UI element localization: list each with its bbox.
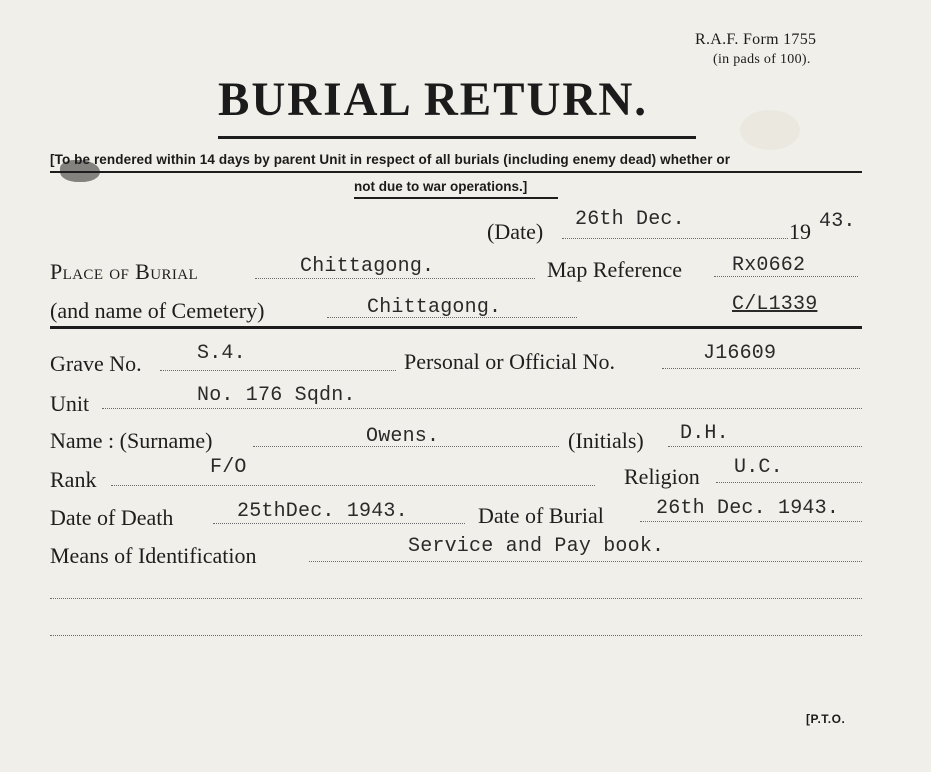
initials-label: (Initials) xyxy=(568,428,644,453)
date-of-burial-dotline xyxy=(640,521,862,522)
date-of-burial-value: 26th Dec. 1943. xyxy=(656,497,840,520)
grave-no-label: Grave No. xyxy=(50,351,142,376)
date-of-death-label: Date of Death xyxy=(50,505,174,530)
religion-label: Religion xyxy=(624,464,700,489)
form-pads-note: (in pads of 100). xyxy=(713,52,811,67)
date-year-suffix: 43. xyxy=(819,210,856,233)
title-underline xyxy=(218,136,696,139)
means-of-identification-dotline xyxy=(309,561,862,562)
unit-value: No. 176 Sqdn. xyxy=(197,384,356,407)
place-of-burial-dotline xyxy=(255,278,535,279)
blank-dotline-1 xyxy=(50,598,862,599)
rank-label: Rank xyxy=(50,467,97,492)
grave-no-dotline xyxy=(160,370,396,371)
place-of-burial-value: Chittagong. xyxy=(300,255,435,278)
initials-value: D.H. xyxy=(680,422,729,445)
date-of-burial-label: Date of Burial xyxy=(478,503,604,528)
page-title: BURIAL RETURN. xyxy=(218,73,648,126)
means-of-identification-label: Means of Identification xyxy=(50,543,257,568)
instruction-underline-2 xyxy=(354,197,558,199)
cemetery-value: Chittagong. xyxy=(367,296,502,319)
religion-value: U.C. xyxy=(734,456,783,479)
personal-no-value: J16609 xyxy=(703,342,777,365)
date-dotline xyxy=(562,238,788,239)
paper-stain xyxy=(740,110,800,150)
instruction-line-2: not due to war operations.] xyxy=(354,179,528,194)
pto-note: [P.T.O. xyxy=(806,712,846,726)
rank-value: F/O xyxy=(210,456,247,479)
unit-dotline xyxy=(102,408,862,409)
map-reference-label: Map Reference xyxy=(547,257,682,282)
form-id: R.A.F. Form 1755 xyxy=(695,31,817,48)
rank-dotline xyxy=(111,485,595,486)
place-of-burial-label: Place of Burial xyxy=(50,259,199,284)
surname-value: Owens. xyxy=(366,425,440,448)
cemetery-label: (and name of Cemetery) xyxy=(50,298,265,323)
means-of-identification-value: Service and Pay book. xyxy=(408,535,665,558)
map-reference-value-1: Rx0662 xyxy=(732,254,806,277)
instruction-line-1: [To be rendered within 14 days by parent Unit in respect of all burials (including enemy dead) whether or xyxy=(50,152,731,167)
date-value: 26th Dec. xyxy=(575,208,685,231)
grave-no-value: S.4. xyxy=(197,342,246,365)
instruction-underline-1 xyxy=(50,171,862,173)
section-divider xyxy=(50,326,862,329)
blank-dotline-2 xyxy=(50,635,862,636)
date-year-prefix: 19 xyxy=(789,219,811,244)
map-reference-value-2: C/L1339 xyxy=(732,293,818,316)
personal-no-dotline xyxy=(662,368,860,369)
date-label: (Date) xyxy=(487,219,544,244)
unit-label: Unit xyxy=(50,391,90,416)
date-of-death-value: 25thDec. 1943. xyxy=(237,500,408,523)
surname-label: Name : (Surname) xyxy=(50,428,213,453)
personal-no-label: Personal or Official No. xyxy=(404,349,615,374)
religion-dotline xyxy=(716,482,862,483)
date-of-death-dotline xyxy=(213,523,465,524)
initials-dotline xyxy=(668,446,862,447)
